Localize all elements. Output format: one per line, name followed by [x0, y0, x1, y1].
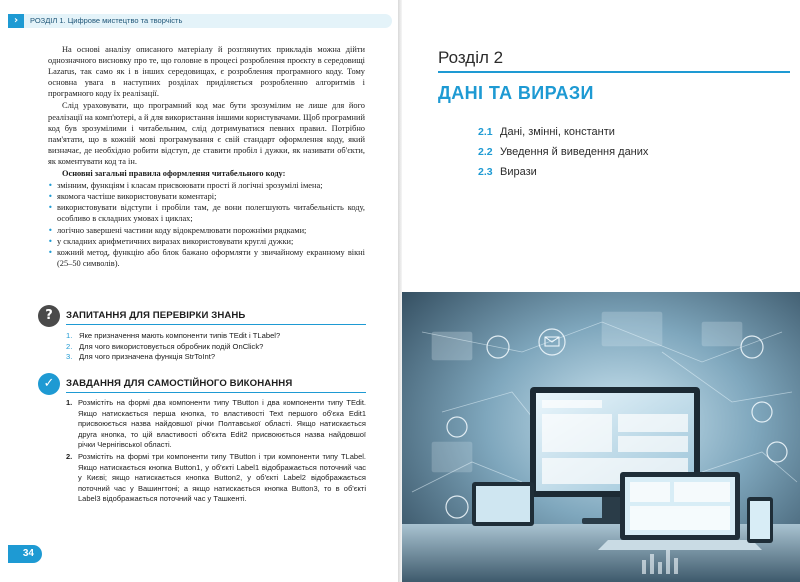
toc-title: Дані, змінні, константи [500, 126, 615, 138]
questions-title: ЗАПИТАННЯ ДЛЯ ПЕРЕВІРКИ ЗНАНЬ [66, 310, 246, 321]
running-header [8, 14, 392, 28]
check-icon: ✓ [38, 373, 60, 395]
questions-list [66, 331, 366, 363]
chapter-title: ДАНІ ТА ВИРАЗИ [438, 83, 594, 103]
list-item [66, 331, 366, 342]
list-item: • змінним, функціям і класам присвоювати прості й логічні зрозумілі імена; [48, 180, 365, 191]
floating-panel [432, 332, 472, 360]
toc-title: Вирази [500, 166, 537, 178]
page-number: 34 [8, 545, 42, 563]
laptop-screen-content [630, 482, 730, 530]
list-item: • кожний метод, функцію або блок бажано оформляти у звичайному екранному вікні (25–50 символів). [48, 247, 365, 269]
tablet-screen [476, 486, 530, 522]
list-item [66, 398, 366, 451]
item-number: 3. [66, 352, 73, 361]
desk-surface [402, 524, 800, 582]
floating-panel [432, 442, 472, 472]
list-item [66, 452, 366, 505]
toc-number: 2.3 [478, 166, 493, 178]
item-text: Для чого використовується обробник подій OnClick? [79, 341, 264, 351]
paragraph: На основі аналізу описаного матеріалу й розглянутих прикладів можна дійти однозначного висновку про те, що головне в процесі розроблення проєкту в середовищі Lazarus, так само як і в інших середовищах, є розроблення програмного коду. Тому основна увага в наступних розділах приділяється розробленню алгоритмів і програмного коду їх реалізації. [48, 45, 365, 99]
toc-item [478, 162, 648, 182]
list-item: • логічно завершені частини коду відокремлювати порожніми рядками; [48, 225, 365, 236]
toc-number: 2.1 [478, 126, 493, 138]
toc-number: 2.2 [478, 146, 493, 158]
rules-heading: Основні загальні правила оформлення читабельного коду: [62, 169, 286, 179]
question-icon: ? [38, 305, 60, 327]
rules-list [48, 180, 365, 269]
chapter-illustration [402, 292, 800, 582]
chevron-right-icon: › [8, 14, 24, 28]
item-text: Розмістіть на формі два компоненти типу TButton і два компоненти типу TEdit. Якщо натискається перша кнопка, то властивості Text першого об'єка Edit1 присвоюється назва найдовшої річки Полтавської області. Якщо натискається друга кнопка, то цій властивості об'єкта Edit2 присвоюється назва найдовшої річки Чернігівської області. [78, 398, 366, 450]
item-text: Для чого призначена функція StrToInt? [79, 352, 216, 361]
list-item [66, 342, 366, 353]
right-page [402, 0, 800, 582]
item-number: 1. [66, 398, 73, 407]
item-number: 2. [66, 451, 73, 461]
toc-item [478, 122, 648, 142]
laptop-keyboard [598, 540, 762, 550]
tasks-title: ЗАВДАННЯ ДЛЯ САМОСТІЙНОГО ВИКОНАННЯ [66, 378, 293, 389]
item-text: Розмістіть на формі три компоненти типу TButton і три компоненти типу TLabel. Якщо натискається кнопка Button1, у об'єкті Label1 відображається поточний час у Києві; якщо натискається кнопка Button2, у об'єкті Label2 відображається поточний час у Вашингтоні; а якщо натискається кнопка Button3, то в об'єкті Label3 відображається поточний час у Ташкенті. [78, 451, 366, 504]
divider [66, 392, 366, 393]
running-header-text: РОЗДІЛ 1. Цифрове мистецтво та творчість [30, 16, 183, 25]
list-item: • якомога частіше використовувати коментарі; [48, 191, 365, 202]
body-text [48, 44, 365, 269]
toc-title: Уведення й виведення даних [500, 146, 649, 158]
divider [438, 71, 790, 73]
phone-screen [750, 501, 770, 539]
table-of-contents [478, 122, 648, 182]
tasks-list [66, 398, 366, 506]
divider [66, 324, 366, 325]
chapter-label: Розділ 2 [438, 48, 504, 67]
item-number: 2. [66, 341, 73, 351]
left-page [0, 0, 398, 582]
toc-item [478, 142, 648, 162]
floating-panel [702, 322, 742, 346]
floating-panel [602, 312, 662, 346]
list-item [66, 352, 366, 363]
item-number: 1. [66, 331, 73, 340]
list-item: • у складних арифметичних виразах використовувати круглі дужки; [48, 236, 365, 247]
paragraph: Слід ураховувати, що програмний код має бути зрозумілим не лише для його реалізації на комп'ютері, а й для використання іншими користувачами. Щоб програмний код був зрозумілими і читабельним, слід дотримуватися певних правил. Потрібно пам'ятати, що в кожній мові програмування є свій стандарт оформлення коду, який визначає, де необхідно робити відступ, де ставити пробіл і дужки, як називати об'єкти, як коментувати код та ін. [48, 101, 365, 166]
list-item: • використовувати відступи і пробіли там, де вони полегшують читабельність коду, особливо в складних умовах і циклах; [48, 202, 365, 224]
item-text: Яке призначення мають компоненти типів TEdit і TLabel? [79, 331, 281, 340]
